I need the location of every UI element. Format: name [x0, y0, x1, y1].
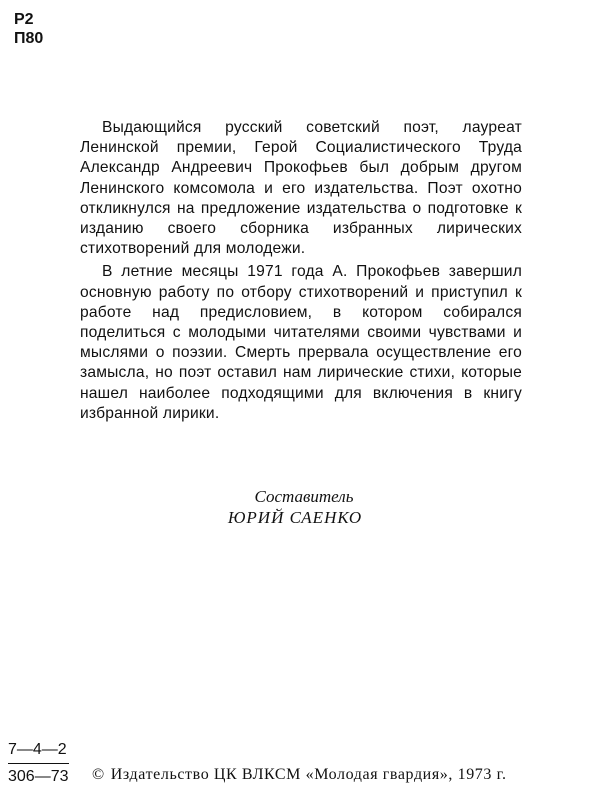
copyright-icon: © — [92, 766, 105, 783]
publication-code-denominator: 306—73 — [8, 763, 69, 788]
classification-line-1: Р2 — [14, 11, 34, 28]
classification-code — [14, 10, 43, 48]
compiler-role: Составитель — [254, 487, 354, 506]
copyright-text: Издательство ЦК ВЛКСМ «Молодая гвардия», 1973 г. — [110, 766, 507, 783]
copyright-line — [92, 764, 507, 786]
classification-line-2: П80 — [14, 30, 44, 47]
compiler-name: ЮРИЙ САЕНКО — [227, 508, 363, 527]
compiler-block — [0, 486, 590, 528]
annotation-text — [80, 118, 522, 424]
publication-code — [8, 739, 69, 788]
annotation-paragraph-2: В летние месяцы 1971 года А. Прокофьев завершил основную работу по отбору стихотворений и приступил к работе над предисловием, в котором собирался поделиться с молодыми читателями своими чувствами и мыслями о поэзии. Смерть прервала осуществление его замысла, но поэт оставил нам лирические стихи, которые нашел наиболее подходящими для включения в книгу избранной лирики. — [80, 263, 522, 422]
annotation-paragraph-1: Выдающийся русский советский поэт, лауреат Ленинской премии, Герой Социалистического Труда Александр Андреевич Прокофьев был добрым другом Ленинского комсомола и его издательства. Поэт охотно откликнулся на предложение издательства о подготовке к изданию своего сборника избранных лирических стихотворений для молодежи. — [80, 119, 522, 258]
publication-code-numerator: 7—4—2 — [8, 741, 67, 758]
